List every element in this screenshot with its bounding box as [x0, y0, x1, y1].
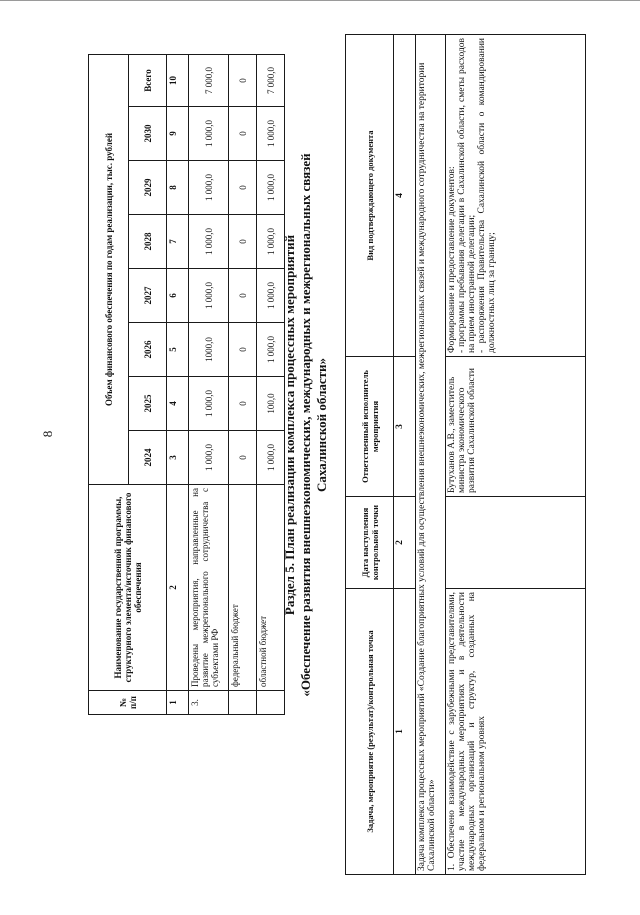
row-value: 0	[229, 269, 257, 323]
row-value: 1 000,0	[257, 431, 285, 485]
column-number: 4	[167, 377, 189, 431]
row-value: 1 000,0	[257, 215, 285, 269]
activity-documents	[446, 35, 586, 357]
row-value: 100,0	[257, 377, 285, 431]
header-date: Дата наступления контрольной точки	[346, 497, 394, 589]
section-heading: Раздел 5. План реализации комплекса процессных мероприятий	[282, 234, 297, 616]
column-number-row	[167, 54, 189, 714]
table-row	[446, 35, 586, 875]
row-value: 1000,0	[189, 323, 229, 377]
section-subheading: Сахалинской области»	[314, 357, 329, 493]
row-value: 0	[229, 377, 257, 431]
activity-executor: Бутуханов А.В., заместитель министра экономического развития Сахалинской области	[446, 357, 586, 497]
header-year: 2030	[129, 107, 167, 161]
row-value: 1 000,0	[189, 431, 229, 485]
header-year: 2024	[129, 431, 167, 485]
column-number: 5	[167, 323, 189, 377]
column-number: 3	[167, 431, 189, 485]
row-value: 0	[229, 107, 257, 161]
row-total: 7 000,0	[189, 54, 229, 106]
table-row	[229, 54, 257, 714]
column-number: 9	[167, 107, 189, 161]
column-number: 1	[394, 589, 416, 875]
column-number: 2	[394, 497, 416, 589]
header-total: Всего	[129, 54, 167, 106]
column-number: 7	[167, 215, 189, 269]
column-number: 6	[167, 269, 189, 323]
row-value: 0	[229, 431, 257, 485]
header-num: № п/п	[89, 691, 167, 715]
row-value: 1 000,0	[189, 215, 229, 269]
activity-date	[446, 497, 586, 589]
row-name: федеральный бюджет	[229, 485, 257, 691]
row-value: 0	[229, 161, 257, 215]
column-number: 2	[167, 485, 189, 691]
row-value: 1 000,0	[257, 161, 285, 215]
row-total: 7 000,0	[257, 54, 285, 106]
financing-table	[88, 54, 285, 715]
row-num	[229, 691, 257, 715]
header-name: Наименование государственной программы, структурного элемента/источник финансового обеспечения	[89, 485, 167, 691]
header-year: 2028	[129, 215, 167, 269]
table-row	[257, 54, 285, 714]
row-value: 1 000,0	[189, 269, 229, 323]
documents-item: - программы пребывания делегации в Сахалинской области, сметы расходов на прием иностранной делегации;	[457, 38, 477, 353]
page-number: 8	[40, 430, 55, 438]
header-year: 2025	[129, 377, 167, 431]
column-number: 8	[167, 161, 189, 215]
row-name: областной бюджет	[257, 485, 285, 691]
row-value: 1 000,0	[189, 161, 229, 215]
row-name: Проведены мероприятия, направленные на развитие межрегионального сотрудничества с субъектами РФ	[189, 485, 229, 691]
column-number: 3	[394, 357, 416, 497]
task-description: Задача комплекса процессных мероприятий «Создание благоприятных условий для осуществления внешнеэкономических, межрегиональных связей и международного сотрудничества на территории Сахалинской области»	[416, 35, 446, 875]
row-value: 1 000,0	[257, 269, 285, 323]
activity-description: 1. Обеспечено взаимодействие с зарубежными представителями, участие в международных мероприятиях и в деятельности международных организаций и структур, созданных на федеральном и региональном уровнях	[446, 589, 586, 875]
implementation-plan-table	[345, 34, 586, 875]
header-doc: Вид подтверждающего документа	[346, 35, 394, 357]
documents-item: - распоряжения Правительства Сахалинской области о командировании должностных лиц за границу;	[477, 38, 497, 353]
row-num: 3.	[189, 691, 229, 715]
header-executor: Ответственный исполнитель мероприятия	[346, 357, 394, 497]
column-number: 10	[167, 54, 189, 106]
documents-intro: Формирование и предоставление документов:	[447, 166, 457, 353]
task-row	[416, 35, 446, 875]
header-task: Задача, мероприятие (результат)/контрольная точка	[346, 589, 394, 875]
section-title	[282, 115, 330, 735]
row-value: 0	[229, 323, 257, 377]
header-volume: Объем финансового обеспечения по годам реализации, тыс. рублей	[89, 54, 129, 484]
row-value: 1 000,0	[189, 377, 229, 431]
row-value: 1 000,0	[257, 107, 285, 161]
row-value: 1 000,0	[189, 107, 229, 161]
table-row	[189, 54, 229, 714]
column-number-row	[394, 35, 416, 875]
section-subheading: «Обеспечение развития внешнеэкономических, международных и межрегиональных связей	[298, 153, 313, 697]
column-number: 1	[167, 691, 189, 715]
row-value: 1 000,0	[257, 323, 285, 377]
row-value: 0	[229, 215, 257, 269]
header-year: 2026	[129, 323, 167, 377]
header-year: 2027	[129, 269, 167, 323]
row-total: 0	[229, 54, 257, 106]
header-year: 2029	[129, 161, 167, 215]
column-number: 4	[394, 35, 416, 357]
row-num	[257, 691, 285, 715]
